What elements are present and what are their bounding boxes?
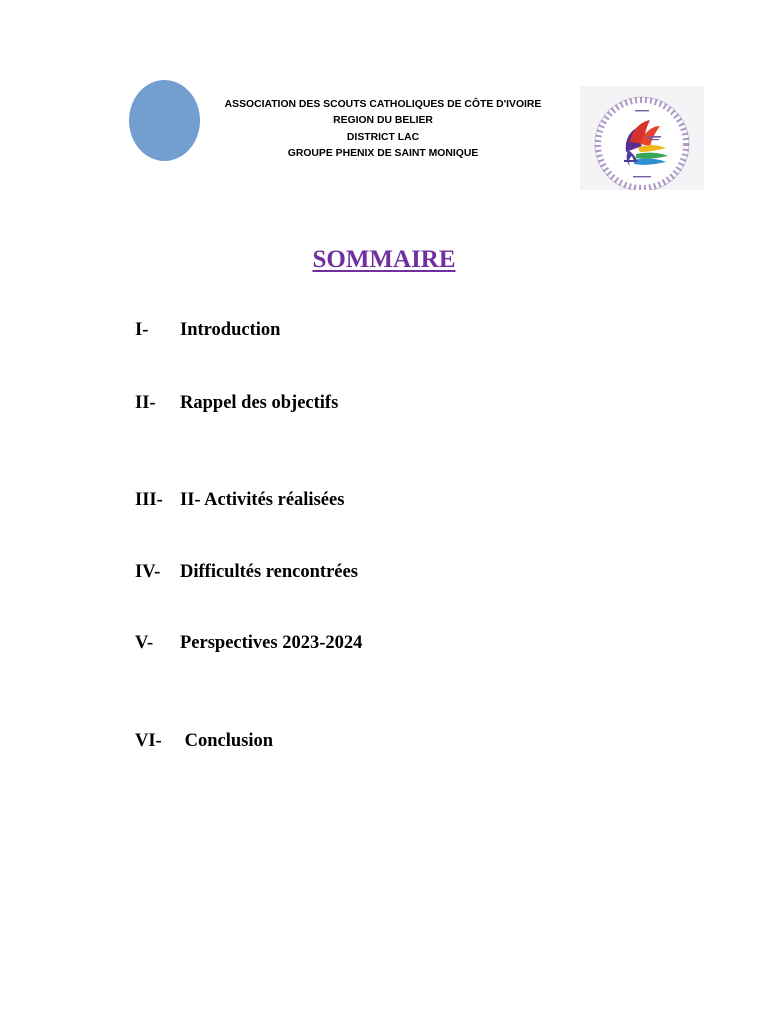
toc-label: Rappel des objectifs [180,393,339,413]
header-line-district: DISTRICT LAC [346,131,420,143]
toc-number: IV- [135,562,161,582]
header-line-association: ASSOCIATION DES SCOUTS CATHOLIQUES DE CÔTE D'IVOIRE [224,99,542,110]
header-line-group: GROUPE PHENIX DE SAINT MONIQUE [287,147,479,159]
toc-label: Conclusion [180,731,274,751]
toc-label: II- Activités réalisées [180,490,345,510]
toc-number: II- [135,393,156,413]
toc-number: I- [135,320,149,340]
toc-label: Perspectives 2023-2024 [180,633,363,653]
toc-number: V- [135,633,154,653]
toc-label: Difficultés rencontrées [180,562,358,582]
toc-label: Introduction [180,320,281,340]
toc-number: III- [135,490,163,510]
page-title: SOMMAIRE [312,246,456,273]
toc-number: VI- [135,731,162,751]
blue-oval-logo-icon [129,80,200,161]
organization-header [215,97,551,162]
scout-phoenix-emblem-icon [580,86,704,190]
header-line-region: REGION DU BELIER [333,115,433,127]
